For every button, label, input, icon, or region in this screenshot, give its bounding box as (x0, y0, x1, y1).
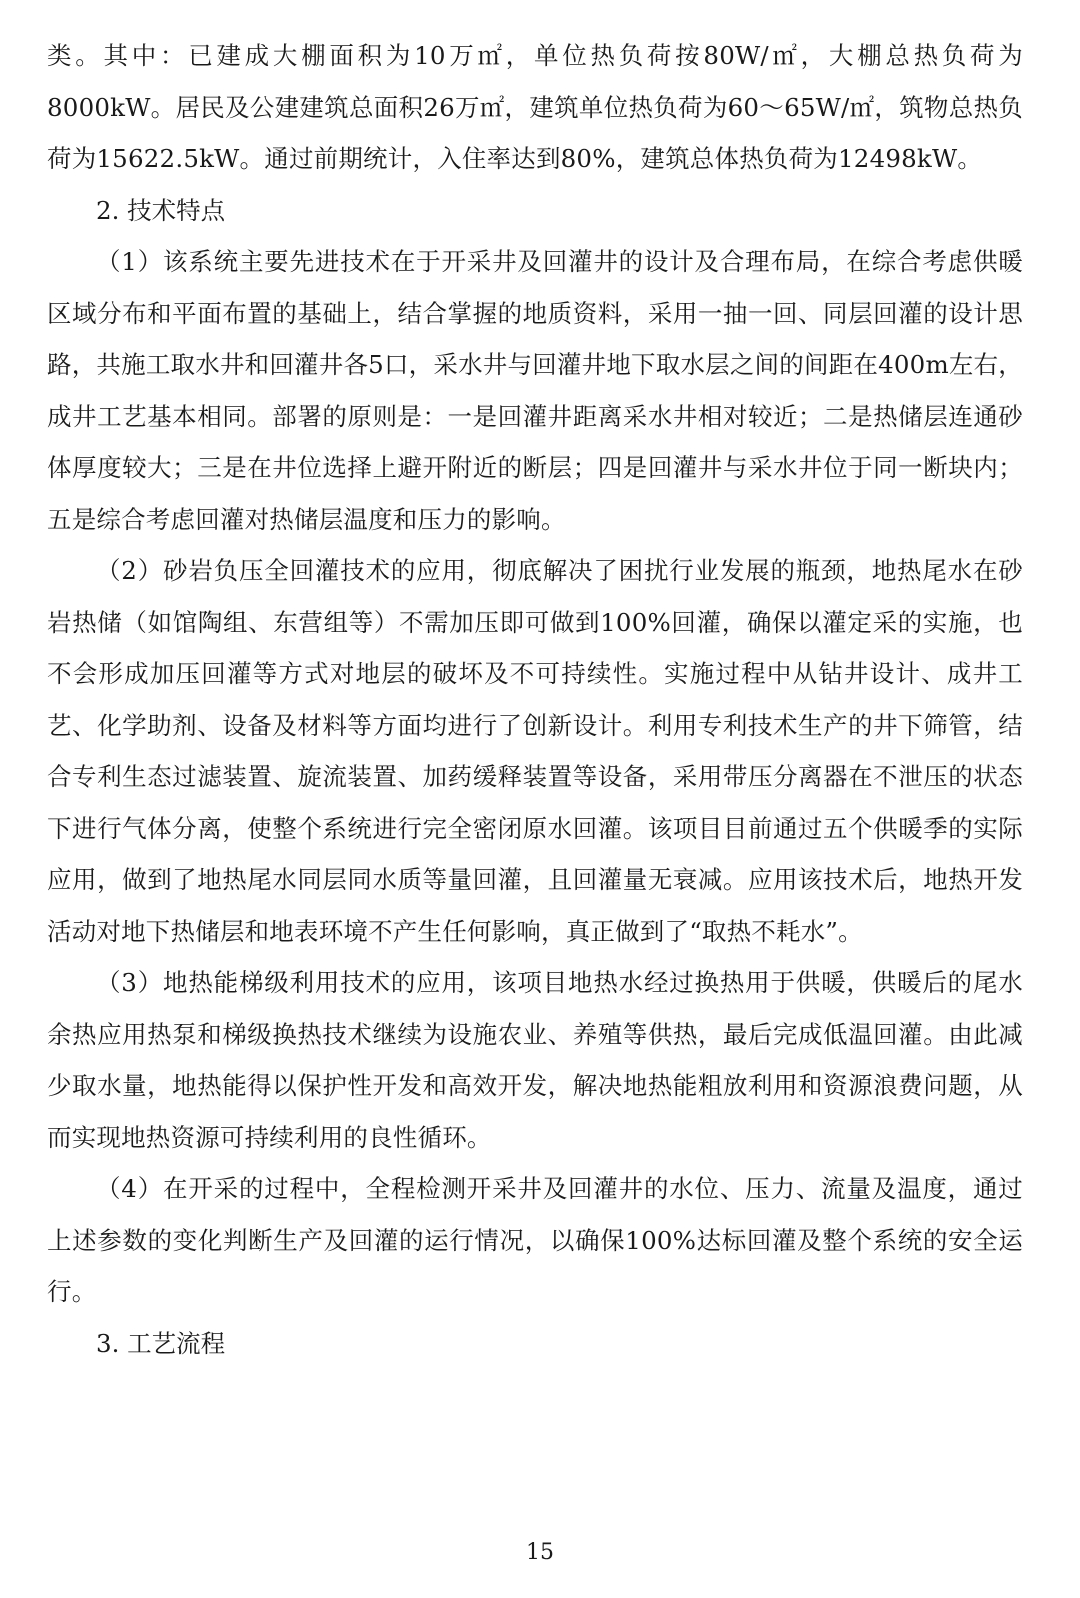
intro-paragraph: 类。其中：已建成大棚面积为10万㎡，单位热负荷按80W/㎡，大棚总热负荷为8000kW。居民及公建建筑总面积26万㎡，建筑单位热负荷为60～65W/㎡，筑物总热负荷为15622.5kW。通过前期统计，入住率达到80%，建筑总体热负荷为12498kW。 (47, 41, 1023, 173)
page-body (47, 30, 1023, 1369)
page-number: 15 (526, 1540, 554, 1565)
tech-point-3: （3）地热能梯级利用技术的应用，该项目地热水经过换热用于供暖，供暖后的尾水余热应用热泵和梯级换热技术继续为设施农业、养殖等供热，最后完成低温回灌。由此减少取水量，地热能得以保护性开发和高效开发，解决地热能粗放利用和资源浪费问题，从而实现地热资源可持续利用的良性循环。 (47, 968, 1023, 1152)
tech-point-4: （4）在开采的过程中，全程检测开采井及回灌井的水位、压力、流量及温度，通过上述参数的变化判断生产及回灌的运行情况，以确保100%达标回灌及整个系统的安全运行。 (47, 1174, 1023, 1306)
section-heading-process-flow: 3. 工艺流程 (96, 1328, 226, 1358)
section-heading-tech-features: 2. 技术特点 (96, 195, 226, 225)
tech-point-2: （2）砂岩负压全回灌技术的应用，彻底解决了困扰行业发展的瓶颈，地热尾水在砂岩热储（如馆陶组、东营组等）不需加压即可做到100%回灌，确保以灌定采的实施，也不会形成加压回灌等方式对地层的破坏及不可持续性。实施过程中从钻井设计、成井工艺、化学助剂、设备及材料等方面均进行了创新设计。利用专利技术生产的井下筛管，结合专利生态过滤装置、旋流装置、加药缓释装置等设备，采用带压分离器在不泄压的状态下进行气体分离，使整个系统进行完全密闭原水回灌。该项目目前通过五个供暖季的实际应用，做到了地热尾水同层同水质等量回灌，且回灌量无衰减。应用该技术后，地热开发活动对地下热储层和地表环境不产生任何影响，真正做到了“取热不耗水”。 (47, 556, 1023, 946)
tech-point-1: （1）该系统主要先进技术在于开采井及回灌井的设计及合理布局，在综合考虑供暖区域分布和平面布置的基础上，结合掌握的地质资料，采用一抽一回、同层回灌的设计思路，共施工取水井和回灌井各5口，采水井与回灌井地下取水层之间的间距在400m左右，成井工艺基本相同。部署的原则是：一是回灌井距离采水井相对较近；二是热储层连通砂体厚度较大；三是在井位选择上避开附近的断层；四是回灌井与采水井位于同一断块内；五是综合考虑回灌对热储层温度和压力的影响。 (47, 247, 1023, 534)
